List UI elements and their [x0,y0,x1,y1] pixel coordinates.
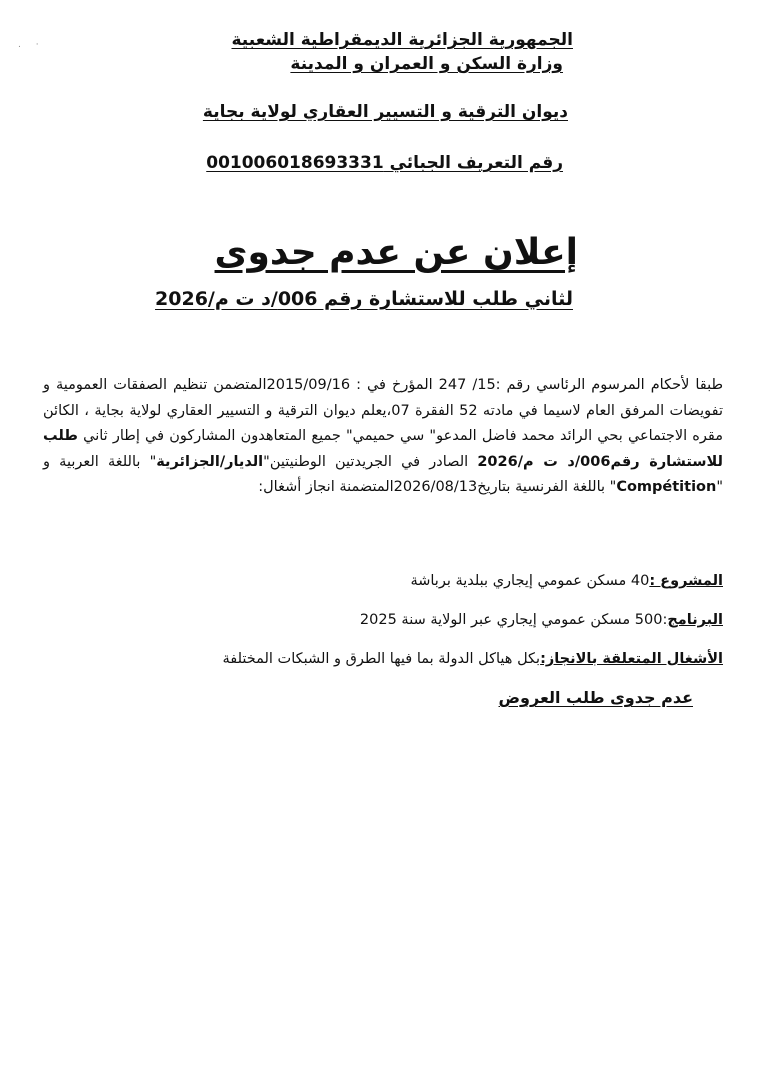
header-ministry: وزارة السكن و العمران و المدينة [290,54,563,74]
program-label: البرنامج [667,612,723,628]
scan-mark: . · [18,40,45,50]
final-statement: عدم جدوى طلب العروض [498,688,693,707]
works-line [222,651,723,667]
page-subtitle: لثاني طلب للاستشارة رقم 006/د ت م/2026 [155,288,573,310]
header-office: ديوان الترقية و التسيير العقاري لولاية بجاية [202,102,568,122]
project-label: المشروع : [649,573,723,589]
program-value: :500 مسكن عمومي إيجاري عبر الولاية سنة 2025 [359,612,668,628]
project-line [410,573,723,589]
page-title: إعلان عن عدم جدوى [214,232,578,273]
body-consultation-ref: طلب للاستشارة رقم006/د ت م/2026 [43,428,723,470]
body-newspaper-fr: Compétition [616,479,717,495]
body-text-2: الصادر في الجريدتين الوطنيتين" [263,453,478,470]
body-paragraph [43,373,723,501]
works-label: الأشغال المتعلقة بالانجاز: [540,651,723,667]
program-line [360,612,723,628]
header-tax-id: رقم التعريف الجبائي 001006018693331 [206,153,563,173]
project-value: 40 مسكن عمومي إيجاري ببلدية برباشة [410,573,650,589]
body-text-3: " باللغة العربية و " [43,453,723,495]
body-text-1: طبقا لأحكام المرسوم الرئاسي رقم :15/ 247 المؤرخ في : 2015/09/16المتضمن تنظيم الصفقات العمومية و تفويضات المرفق العام لاسيما في مادته 52 الفقرة 07،يعلم ديوان الترقية و التسيير العقاري لولاية بجاية ، الكائن مقره الاجتماعي بحي الرائد محمد فاضل المدعو" سي حميمي" جميع المتعاهدون المشاركون في إطار ثاني [43,377,723,444]
body-newspaper-ar: الديار/الجزائرية [156,453,264,470]
announcement-body [43,373,723,501]
works-value: بكل هياكل الدولة بما فيها الطرق و الشبكات المختلفة [222,651,541,667]
body-text-4: " باللغة الفرنسية بتاريخ2026/08/13المتضمنة انجاز أشغال: [258,479,617,495]
header-republic: الجمهورية الجزائرية الديمقراطية الشعبية [231,30,573,50]
